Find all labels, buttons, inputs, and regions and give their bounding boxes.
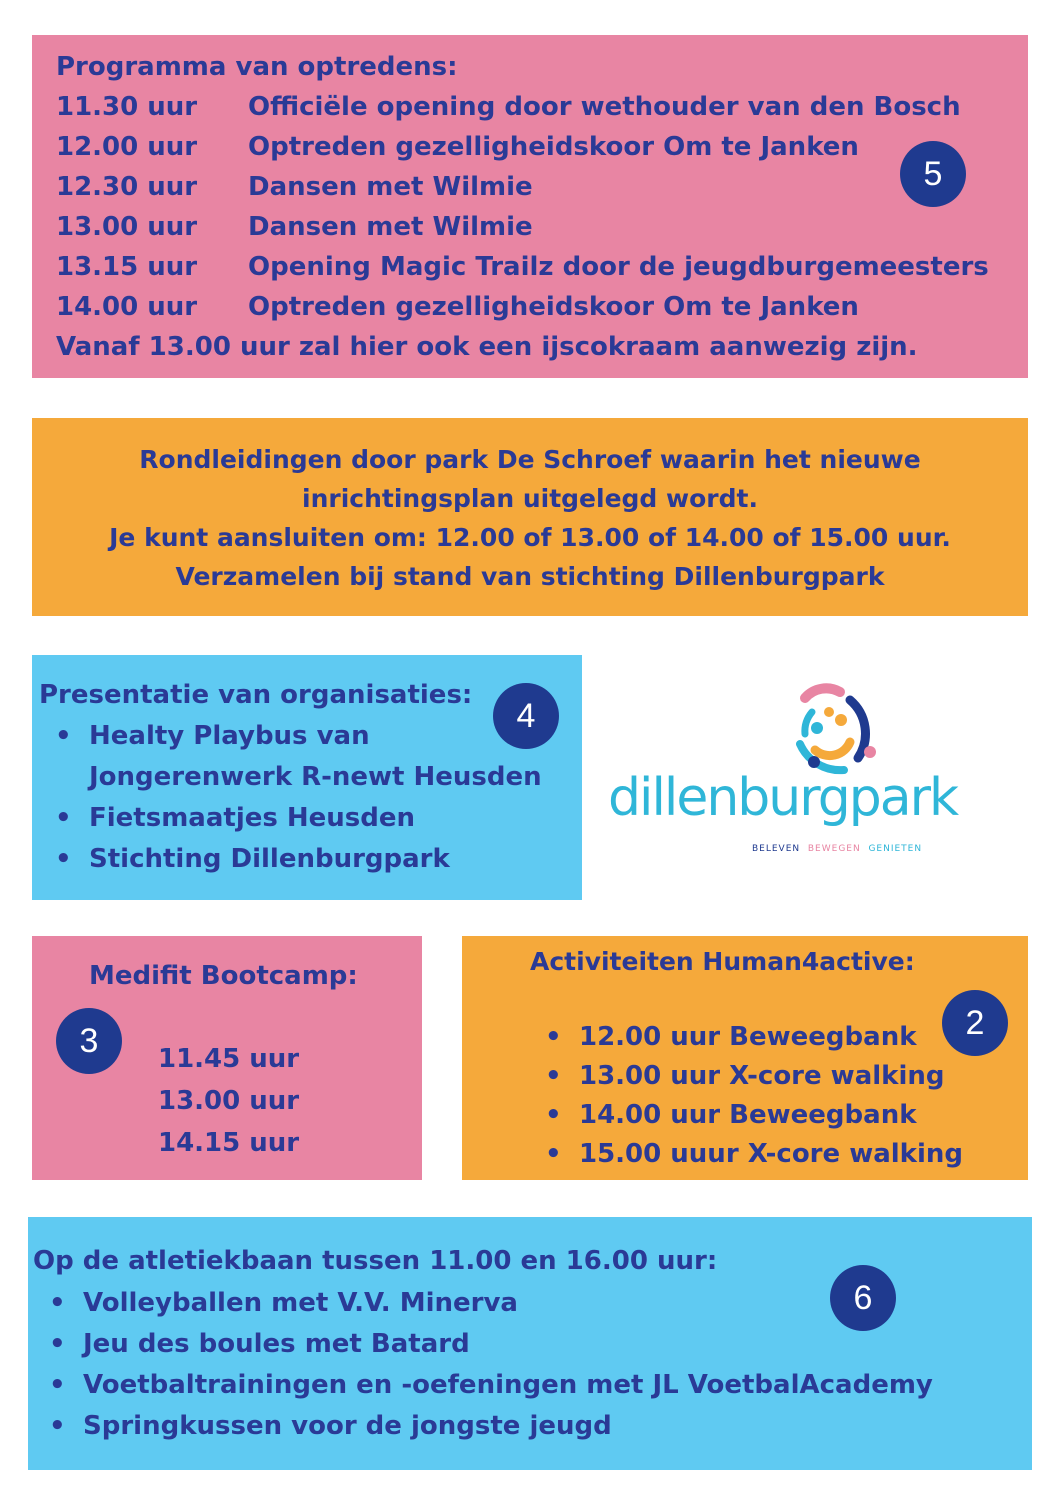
list-item: • 14.00 uur Beweegbank — [579, 1096, 963, 1135]
athletics-heading: Op de atletiekbaan tussen 11.00 en 16.00 uur: — [33, 1246, 718, 1276]
number-badge-3: 3 — [56, 1008, 122, 1074]
logo-wordmark: dillenburgpark — [608, 768, 958, 828]
number-badge-4: 4 — [493, 683, 559, 749]
program-row — [56, 87, 989, 127]
athletics-box — [28, 1217, 1032, 1470]
program-time: 14.00 uur — [56, 292, 198, 322]
list-item: • Healty Playbus van Jongerenwerk R-newt Heusden — [89, 716, 569, 798]
list-item: • Fietsmaatjes Heusden — [89, 798, 569, 839]
program-row — [56, 287, 989, 327]
tours-line: Rondleidingen door park De Schroef waarin het nieuwe — [139, 445, 921, 474]
program-list — [56, 87, 989, 327]
dillenburgpark-logo — [600, 670, 1010, 870]
bootcamp-times — [158, 1038, 299, 1164]
organisations-list — [89, 716, 569, 880]
human4active-list — [579, 1018, 963, 1174]
program-event: Dansen met Wilmie — [248, 172, 533, 202]
logo-tagline — [752, 844, 922, 854]
tours-line: Je kunt aansluiten om: 12.00 of 13.00 of 14.00 of 15.00 uur. — [109, 523, 951, 552]
human4active-heading: Activiteiten Human4active: — [530, 947, 915, 976]
list-item: • Voetbaltrainingen en -oefeningen met JL VoetbalAcademy — [83, 1365, 933, 1406]
number-badge-2: 2 — [942, 990, 1008, 1056]
organisations-box — [32, 655, 582, 900]
program-box — [32, 35, 1028, 378]
list-item: • Stichting Dillenburgpark — [89, 839, 569, 880]
program-event: Opening Magic Trailz door de jeugdburgemeesters — [248, 252, 989, 282]
bootcamp-time: 14.15 uur — [158, 1128, 300, 1158]
bootcamp-time: 11.45 uur — [158, 1044, 300, 1074]
organisations-heading: Presentatie van organisaties: — [39, 680, 473, 710]
list-item: • 13.00 uur X-core walking — [579, 1057, 963, 1096]
program-time: 13.00 uur — [56, 212, 198, 242]
tours-line: inrichtingsplan uitgelegd wordt. — [302, 484, 758, 513]
logo-tagline-word: BELEVEN — [752, 844, 801, 854]
athletics-list — [83, 1283, 933, 1447]
program-event: Optreden gezelligheidskoor Om te Janken — [248, 132, 859, 162]
number-badge-6: 6 — [830, 1265, 896, 1331]
human4active-box — [462, 936, 1028, 1180]
bootcamp-time: 13.00 uur — [158, 1086, 300, 1116]
bootcamp-box — [32, 936, 422, 1180]
program-row — [56, 167, 989, 207]
program-row — [56, 247, 989, 287]
tours-box — [32, 418, 1028, 616]
number-badge-5: 5 — [900, 141, 966, 207]
logo-tagline-word: GENIETEN — [868, 844, 923, 854]
list-item: • 12.00 uur Beweegbank — [579, 1018, 963, 1057]
program-time: 11.30 uur — [56, 92, 198, 122]
tours-line: Verzamelen bij stand van stichting Dillenburgpark — [175, 562, 885, 591]
program-time: 12.00 uur — [56, 132, 198, 162]
list-item: • 15.00 uuur X-core walking — [579, 1135, 963, 1174]
list-item: • Springkussen voor de jongste jeugd — [83, 1406, 933, 1447]
program-time: 13.15 uur — [56, 252, 198, 282]
program-row — [56, 207, 989, 247]
program-event: Officiële opening door wethouder van den Bosch — [248, 92, 961, 122]
tours-text — [32, 440, 1028, 596]
program-event: Dansen met Wilmie — [248, 212, 533, 242]
program-time: 12.30 uur — [56, 172, 198, 202]
program-heading: Programma van optredens: — [56, 52, 458, 82]
program-note: Vanaf 13.00 uur zal hier ook een ijscokraam aanwezig zijn. — [56, 332, 918, 362]
program-event: Optreden gezelligheidskoor Om te Janken — [248, 292, 859, 322]
list-item: • Jeu des boules met Batard — [83, 1324, 933, 1365]
bootcamp-heading: Medifit Bootcamp: — [89, 961, 358, 991]
program-row — [56, 127, 989, 167]
list-item: • Volleyballen met V.V. Minerva — [83, 1283, 933, 1324]
logo-tagline-word: BEWEGEN — [807, 844, 861, 854]
